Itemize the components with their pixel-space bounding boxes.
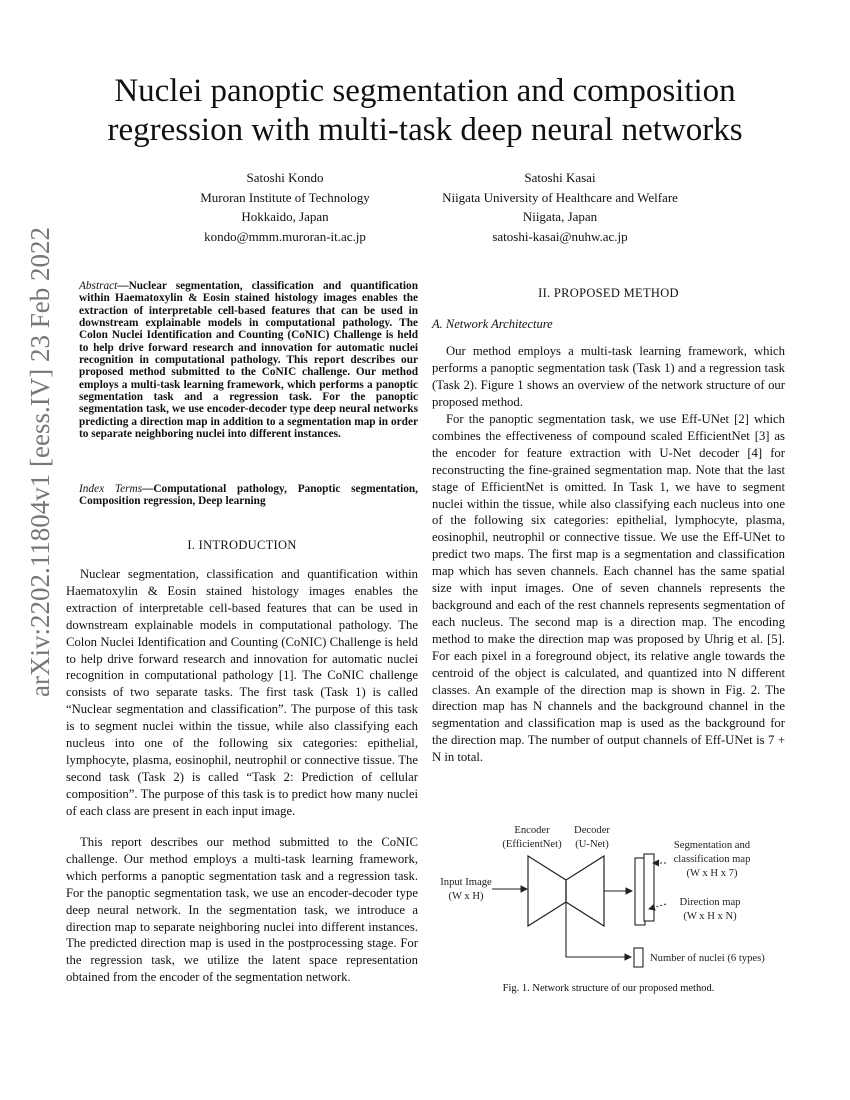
method-paragraph-1: Our method employs a multi-task learning framework, which performs a panoptic segmentation task (Task 1) and a regression task (Task 2). Figure 1 shows an overview of the network structure of our proposed method.	[432, 344, 785, 409]
author-affiliation: Muroran Institute of Technology	[200, 189, 370, 205]
title-line-2: regression with multi-task deep neural networks	[107, 112, 743, 148]
intro-paragraph-1: Nuclear segmentation, classification and quantification within Haematoxylin & Eosin stained histology images enables the extraction of interpretable cell-based features that can be used in downstream explainable models in computational pathology. The Colon Nuclei Identification and Counting (CoNIC) Challenge is held to help drive forward research and innovation for automatic nuclei recognition in computational pathology [1]. The CoNIC challenge consists of two separate tasks. The first task (Task 1) is called “Nuclear segmentation and classification”. The purpose of this task is to segment nuclei within the tissue, while also classifying each nucleus into one of the following six categories: epithelial, lymphocyte, plasma, eosinophil, neutrophil or connective tissue. The second task (Task 2) is called “Task 2: Prediction of cellular composition”. The purpose of this task is to predict how many nuclei of each class are present in each input image.	[66, 567, 418, 818]
arxiv-stamp: arXiv:2202.11804v1 [eess.IV] 23 Feb 2022	[25, 227, 55, 697]
subsection-heading: A. Network Architecture	[432, 317, 553, 331]
index-terms-lead: Index Terms	[79, 483, 143, 495]
paper-title	[0, 72, 850, 150]
author-email[interactable]: satoshi-kasai@nuhw.ac.jp	[492, 228, 628, 244]
author-location: Hokkaido, Japan	[241, 209, 329, 224]
author-block-1	[145, 168, 425, 246]
segmentation-map-label-line-1: Segmentation and	[673, 840, 751, 851]
segmentation-map-label-line-3: (W x H x 7)	[686, 868, 738, 879]
author-email[interactable]: kondo@mmm.muroran-it.ac.jp	[204, 228, 366, 244]
encoder-shape	[528, 856, 566, 926]
segmentation-map-label-line-2: classification map	[673, 854, 751, 865]
decoder-shape	[566, 856, 604, 926]
decoder-label-line-1: Decoder	[574, 825, 610, 836]
encoder-label-line-1: Encoder	[514, 825, 550, 836]
input-label-line-2: (W x H)	[448, 891, 484, 902]
nuclei-count-box	[634, 948, 643, 967]
section-heading-method: II. PROPOSED METHOD	[538, 286, 679, 300]
author-affiliation: Niigata University of Healthcare and Welfare	[442, 189, 678, 205]
input-label-line-1: Input Image	[440, 877, 492, 888]
regression-branch-arrow	[566, 902, 631, 957]
nuclei-count-label: Number of nuclei (6 types)	[650, 953, 765, 964]
direction-map-label-line-1: Direction map	[679, 897, 741, 908]
author-location: Niigata, Japan	[522, 209, 598, 224]
direction-map-label-line-2: (W x H x N)	[683, 911, 737, 922]
index-terms	[79, 483, 418, 508]
method-paragraph-2: For the panoptic segmentation task, we use Eff-UNet [2] which combines the effectiveness of compound scaled EfficientNet [3] as the encoder for feature extraction with U-Net decoder [4] for reconstructing the fine-grained segmentation map. Note that the last stage of EfficientNet is omitted. In Task 1, we have to segment nuclei within the tissue, while also classifying each nucleus into one of the following six categories: epithelial, lymphocyte, plasma, eosinophil, neutrophil or connective tissue. We use the Eff-UNet to predict two maps. The first map is a segmentation and classification map which has seven channels. Each channel has the same spatial size with input images. One of seven channels represents the background and each of the rest channels represents segmentation of each nucleus. The second map is a direction map. The encoding method to make the direction map was proposed by Uhrig et al. [5]. For each pixel in a foreground object, its relative angle towards the centroid of the object is calculated, and quantized into N different classes. An example of the direction map is shown in Fig. 2. The direction map has N channels and the background channel in the segmentation and classification map is used as the background for the direction map. The number of output channels of Eff-UNet is 7 + N in total.	[432, 412, 785, 765]
abstract-lead: Abstract	[79, 280, 118, 292]
direction-map-box	[644, 854, 654, 921]
title-line-1: Nuclei panoptic segmentation and composition	[114, 73, 736, 109]
figure-caption: Fig. 1. Network structure of our proposed method.	[502, 983, 715, 994]
author-name: Satoshi Kasai	[524, 170, 596, 185]
author-block-2	[400, 168, 720, 246]
abstract	[79, 280, 418, 440]
section-heading-introduction: I. INTRODUCTION	[187, 538, 297, 552]
figure-network-diagram	[432, 818, 785, 983]
author-name: Satoshi Kondo	[246, 170, 324, 185]
encoder-label-line-2: (EfficientNet)	[502, 839, 562, 850]
intro-paragraph-2: This report describes our method submitted to the CoNIC challenge. Our method employs a multi-task learning framework, which performs a panoptic segmentation task and a regression task. For the panoptic segmentation task, we use an encoder-decoder type deep neural network. In the segmentation task, we introduce a direction map to separate neighboring nuclei into different instances. The predicted direction map is used in the postprocessing stage. For the regression task, we utilize the latent space representation obtained from the encoder of the segmentation network.	[66, 835, 418, 985]
abstract-text: —Nuclear segmentation, classification and quantification within Haematoxylin & Eosin stained histology images enables the extraction of interpretable cell-based features that can be used in downstream explainable models in computational pathology. The Colon Nuclei Identification and Counting (CoNIC) Challenge is held to help drive forward research and innovation for automatic nuclei recognition in computational pathology. This report describes our proposed method submitted to the CoNIC challenge. Our method employs a multi-task learning framework, which performs a panoptic segmentation task and a regression task. For the panoptic segmentation task, we use encoder-decoder type deep neural networks predicting a direction map in addition to a segmentation map in order to separate neighboring nuclei into different instances.	[79, 280, 418, 441]
decoder-label-line-2: (U-Net)	[575, 839, 609, 850]
index-terms-text: —Computational pathology, Panoptic segmentation, Composition regression, Deep learning	[79, 483, 418, 508]
